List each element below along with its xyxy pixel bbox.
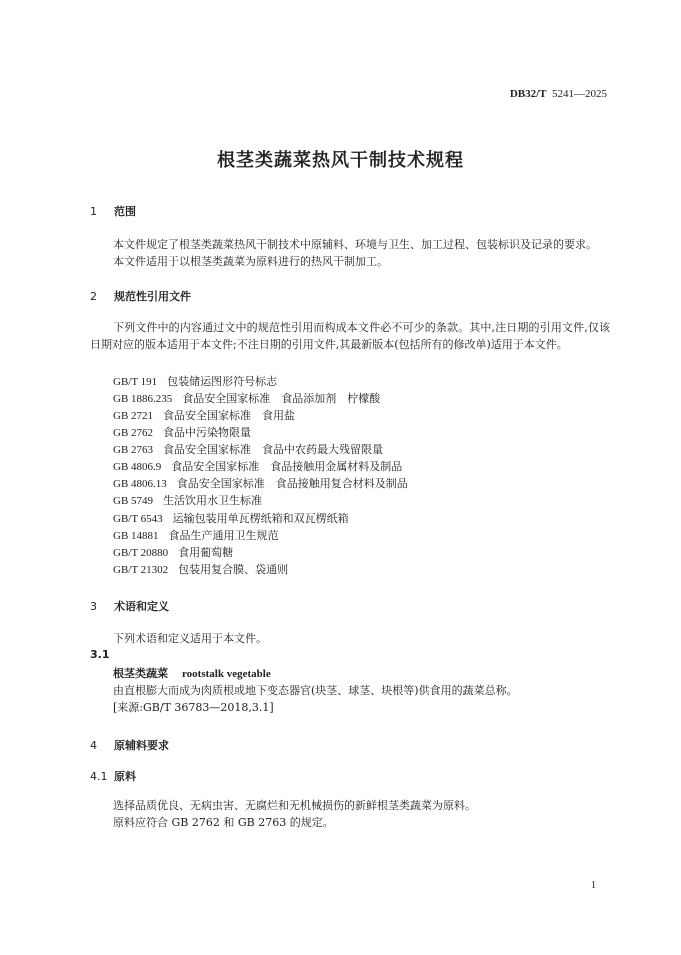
section-4-1-paragraph-1: 选择品质优良、无病虫害、无腐烂和无机械损伤的新鲜根茎类蔬菜为原料。 [113,799,476,812]
reference-item: GB 4806.13 食品安全国家标准 食品接触用复合材料及制品 [113,477,408,490]
term-definition: 由直根膨大而成为肉质根或地下变态器官(块茎、球茎、块根等)供食用的蔬菜总称。 [113,684,518,697]
section-2-intro: 下列文件中的内容通过文中的规范性引用而构成本文件必不可少的条款。其中,注日期的引用文件,仅该日期对应的版本适用于本文件;不注日期的引用文件,其最新版本(包括所有的修改单)适用于本文件。 [90,321,610,351]
section-4-1-paragraph-2: 原料应符合 GB 2762 和 GB 2763 的规定。 [113,816,334,829]
term-entry: 根茎类蔬菜 rootstalk vegetable [113,667,271,680]
section-4-1-heading: 4.1 原料 [90,770,136,783]
reference-item: GB 2721 食品安全国家标准 食用盐 [113,409,296,422]
section-3-heading: 3 术语和定义 [90,600,169,613]
section-1-paragraph-2: 本文件适用于以根茎类蔬菜为原料进行的热风干制加工。 [113,255,388,268]
section-3-intro: 下列术语和定义适用于本文件。 [113,632,267,645]
section-4-heading: 4 原辅料要求 [90,739,169,752]
section-1-paragraph-1: 本文件规定了根茎类蔬菜热风干制技术中原辅料、环境与卫生、加工过程、包装标识及记录的要求。 [113,238,597,251]
reference-item: GB/T 6543 运输包装用单瓦楞纸箱和双瓦楞纸箱 [113,512,349,525]
reference-item: GB/T 191 包装储运图形符号标志 [113,375,278,388]
reference-item: GB 4806.9 食品安全国家标准 食品接触用金属材料及制品 [113,460,403,473]
reference-item: GB 2762 食品中污染物限量 [113,426,252,439]
reference-item: GB 14881 食品生产通用卫生规范 [113,529,279,542]
reference-item: GB/T 21302 包装用复合膜、袋通则 [113,563,289,576]
reference-item: GB 5749 生活饮用水卫生标准 [113,494,263,507]
section-2-heading: 2 规范性引用文件 [90,290,191,303]
reference-item: GB/T 20880 食用葡萄糖 [113,546,234,559]
standard-number: DB32/T 5241—2025 [509,88,607,100]
reference-item: GB 2763 食品安全国家标准 食品中农药最大残留限量 [113,443,384,456]
reference-item: GB 1886.235 食品安全国家标准 食品添加剂 柠檬酸 [113,392,381,405]
section-1-heading: 1 范围 [90,205,136,218]
term-source: [来源:GB/T 36783—2018,3.1] [113,701,274,714]
page-number: 1 [591,880,596,891]
term-number: 3.1 [90,648,110,661]
document-title: 根茎类蔬菜热风干制技术规程 [217,150,464,171]
